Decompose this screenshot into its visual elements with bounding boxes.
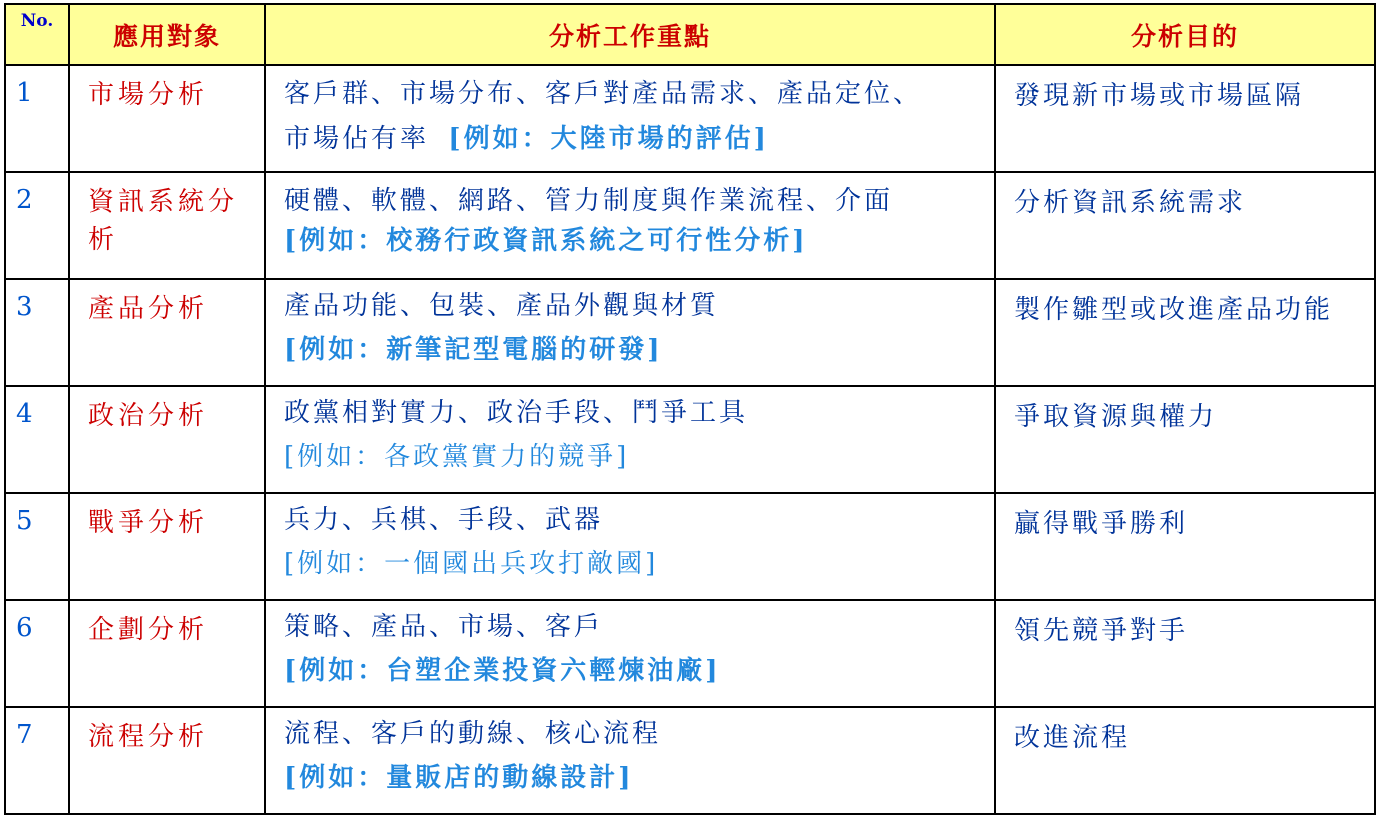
row-number: 1 — [5, 65, 69, 172]
row-focus — [265, 493, 995, 600]
row-number: 7 — [5, 707, 69, 814]
row-goal: 領先競爭對手 — [995, 600, 1375, 707]
header-target: 應用對象 — [69, 4, 265, 65]
focus-text: 硬體、軟體、網路、管力制度與作業流程、介面 — [284, 186, 894, 216]
header-no: No. — [5, 4, 69, 65]
row-target: 政治分析 — [69, 386, 265, 493]
focus-text: 兵力、兵棋、手段、武器 — [284, 505, 604, 535]
row-focus — [265, 707, 995, 814]
example-text: [例如：校務行政資訊系統之可行性分析] — [284, 226, 808, 256]
row-target: 流程分析 — [69, 707, 265, 814]
table-row — [5, 279, 1375, 386]
focus-text: 政黨相對實力、政治手段、鬥爭工具 — [284, 398, 749, 428]
table-row — [5, 493, 1375, 600]
table-row — [5, 600, 1375, 707]
focus-text: 策略、產品、市場、客戶 — [284, 612, 604, 642]
row-target: 產品分析 — [69, 279, 265, 386]
example-text: [例如：一個國出兵攻打敵國] — [284, 549, 659, 579]
example-text: [例如：量販店的動線設計] — [284, 763, 634, 793]
target-text: 資訊系統分析 — [88, 187, 239, 255]
row-target: 戰爭分析 — [69, 493, 265, 600]
row-goal: 製作雛型或改進產品功能 — [995, 279, 1375, 386]
row-focus — [265, 65, 995, 172]
row-goal: 改進流程 — [995, 707, 1375, 814]
row-focus — [265, 279, 995, 386]
example-text: [例如：大陸市場的評估] — [448, 124, 769, 154]
header-goal: 分析目的 — [995, 4, 1375, 65]
analysis-table — [4, 3, 1376, 815]
row-number: 5 — [5, 493, 69, 600]
focus-text: 產品功能、包裝、產品外觀與材質 — [284, 291, 720, 321]
row-focus — [265, 600, 995, 707]
header-row — [5, 4, 1375, 65]
row-target — [69, 172, 265, 279]
row-number: 4 — [5, 386, 69, 493]
header-focus: 分析工作重點 — [265, 4, 995, 65]
row-goal: 分析資訊系統需求 — [995, 172, 1375, 279]
table-row — [5, 386, 1375, 493]
focus-text-continued: 市場佔有率 — [284, 124, 430, 154]
row-focus — [265, 386, 995, 493]
row-number: 6 — [5, 600, 69, 707]
focus-text: 流程、客戶的動線、核心流程 — [284, 719, 662, 749]
row-focus — [265, 172, 995, 279]
row-goal: 發現新市場或市場區隔 — [995, 65, 1375, 172]
row-goal: 贏得戰爭勝利 — [995, 493, 1375, 600]
table-row — [5, 65, 1375, 172]
example-text: [例如：新筆記型電腦的研發] — [284, 335, 663, 365]
table-row — [5, 707, 1375, 814]
row-target: 市場分析 — [69, 65, 265, 172]
table-row — [5, 172, 1375, 279]
row-number: 2 — [5, 172, 69, 279]
focus-text: 客戶群、市場分布、客戶對產品需求、產品定位、 — [284, 79, 923, 109]
row-target: 企劃分析 — [69, 600, 265, 707]
row-number: 3 — [5, 279, 69, 386]
example-text: [例如：台塑企業投資六輕煉油廠] — [284, 656, 721, 686]
row-goal: 爭取資源與權力 — [995, 386, 1375, 493]
example-text: [例如：各政黨實力的競爭] — [284, 442, 630, 472]
